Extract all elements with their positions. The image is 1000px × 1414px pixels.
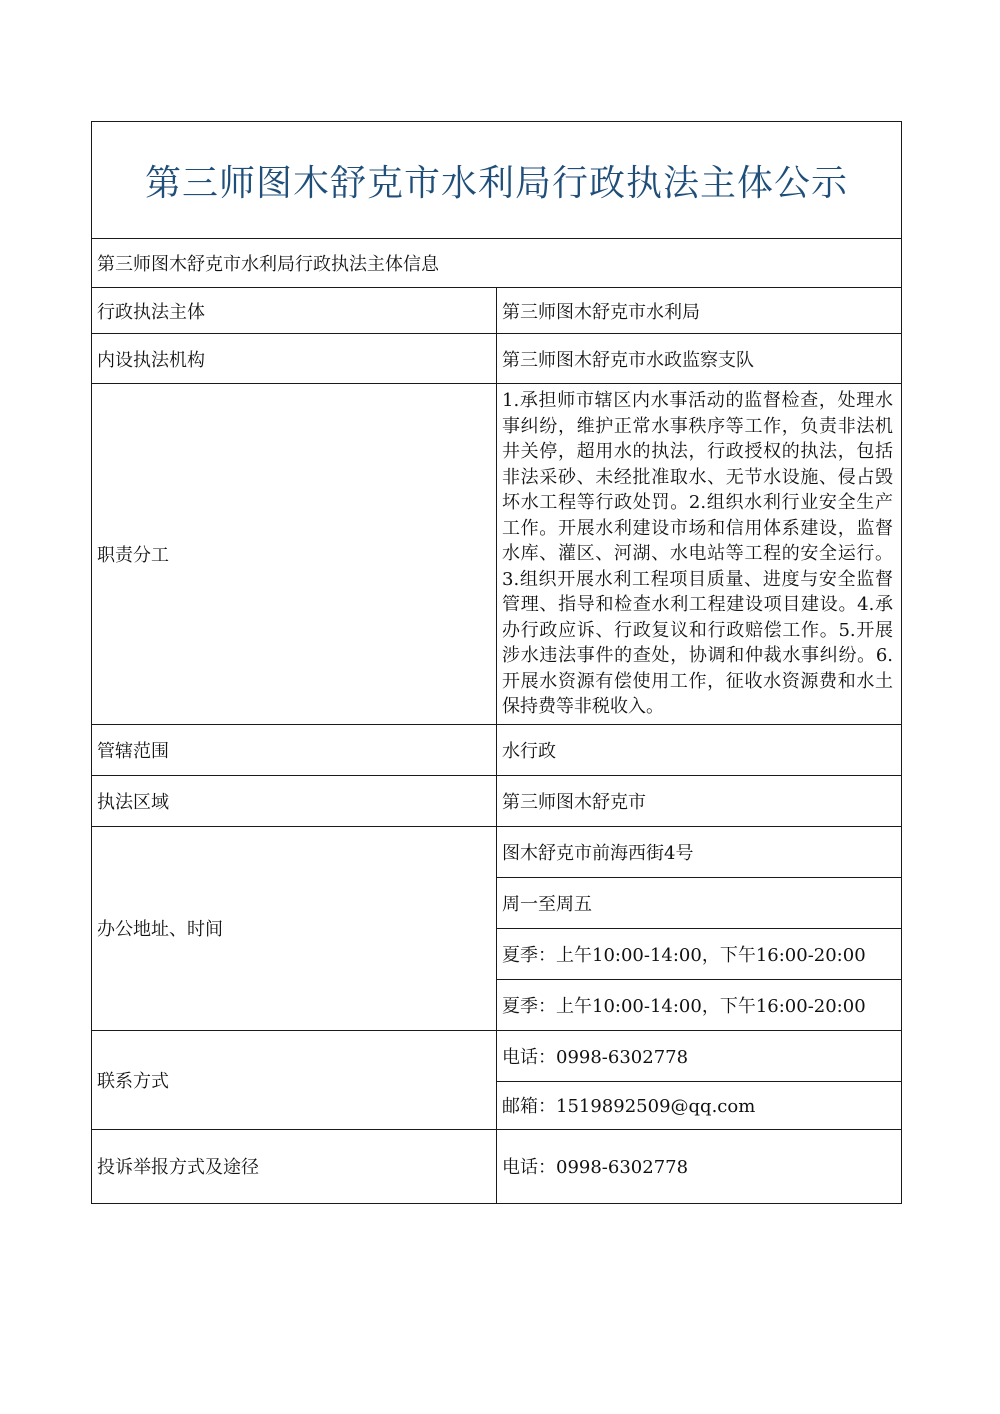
duties-value: 1.承担师市辖区内水事活动的监督检查，处理水事纠纷，维护正常水事秩序等工作，负责非法机井关停，超用水的执法，行政授权的执法，包括非法采砂、未经批准取水、无节水设施、侵占毁坏水工程等行政处罚。2.组织水利行业安全生产工作。开展水利建设市场和信用体系建设，监督水库、灌区、河湖、水电站等工程的安全运行。3.组织开展水利工程项目质量、进度与安全监督管理、指导和检查水利工程建设项目建设。4.承办行政应诉、行政复议和行政赔偿工作。5.开展涉水违法事件的查处，协调和仲裁水事纠纷。6.开展水资源有偿使用工作，征收水资源费和水土保持费等非税收入。 (497, 384, 902, 725)
office-label: 办公地址、时间 (92, 826, 497, 1030)
office-hours-2: 夏季：上午10:00-14:00，下午16:00-20:00 (497, 979, 902, 1030)
jurisdiction-label: 管辖范围 (92, 724, 497, 775)
subject-value: 第三师图木舒克市水利局 (497, 288, 902, 334)
disclosure-table (91, 121, 902, 1204)
office-hours-1: 夏季：上午10:00-14:00，下午16:00-20:00 (497, 928, 902, 979)
office-days: 周一至周五 (497, 877, 902, 928)
jurisdiction-value: 水行政 (497, 724, 902, 775)
complaint-value: 电话：0998-6302778 (497, 1129, 902, 1203)
region-label: 执法区域 (92, 775, 497, 826)
region-value: 第三师图木舒克市 (497, 775, 902, 826)
office-address: 图木舒克市前海西街4号 (497, 826, 902, 877)
contact-phone: 电话：0998-6302778 (497, 1030, 902, 1081)
subject-label: 行政执法主体 (92, 288, 497, 334)
duties-label: 职责分工 (92, 384, 497, 725)
section-header: 第三师图木舒克市水利局行政执法主体信息 (92, 239, 902, 288)
page-title: 第三师图木舒克市水利局行政执法主体公示 (92, 122, 902, 239)
contact-email: 邮箱：1519892509@qq.com (497, 1081, 902, 1129)
contact-label: 联系方式 (92, 1030, 497, 1129)
complaint-label: 投诉举报方式及途径 (92, 1129, 497, 1203)
agency-value: 第三师图木舒克市水政监察支队 (497, 334, 902, 384)
agency-label: 内设执法机构 (92, 334, 497, 384)
